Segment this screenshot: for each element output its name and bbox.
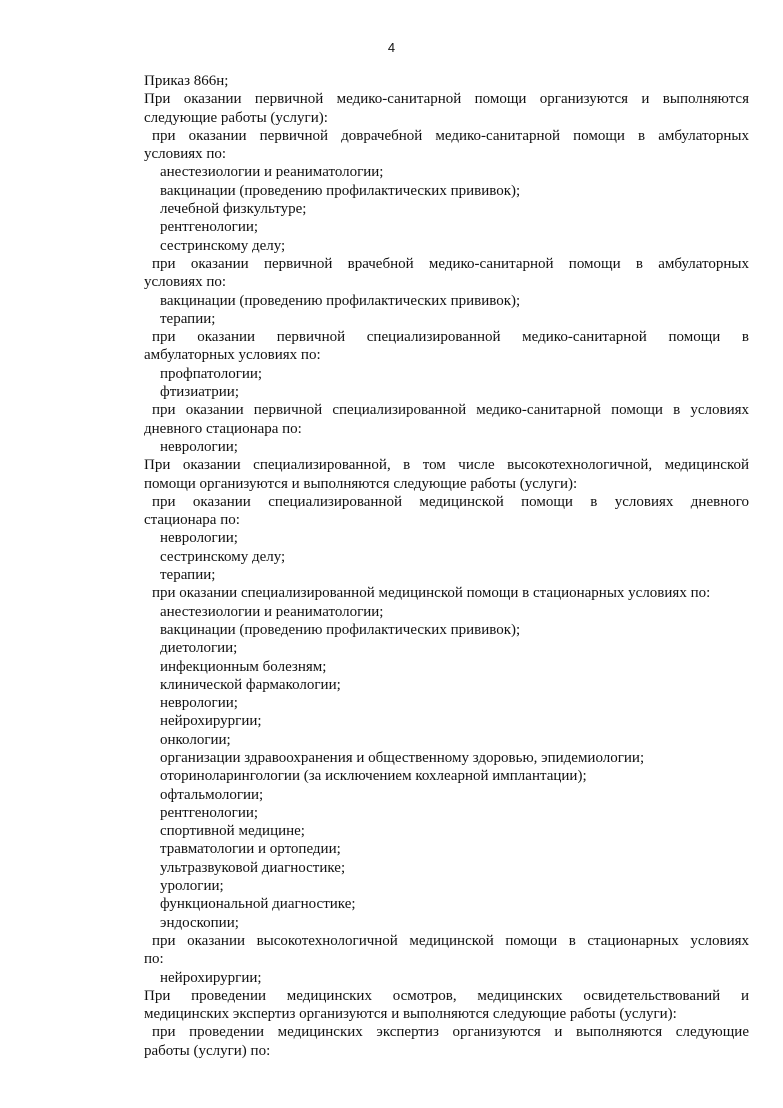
text-line: условиях по: xyxy=(144,274,227,291)
text-line: при оказании первичной специализированной медико-санитарной помощи в xyxy=(152,329,749,346)
list-item: рентгенологии; xyxy=(160,219,259,236)
list-item: эндоскопии; xyxy=(160,914,239,931)
list-item: травматологии и ортопедии; xyxy=(160,841,341,858)
text-line: При оказании специализированной, в том числе высокотехнологичной, медицинской xyxy=(144,457,749,474)
list-item: терапии; xyxy=(160,310,216,327)
text-line: следующие работы (услуги): xyxy=(144,109,328,126)
list-item: ультразвуковой диагностике; xyxy=(160,859,346,876)
list-item: лечебной физкультуре; xyxy=(160,201,307,218)
list-item: онкологии; xyxy=(160,731,231,748)
list-item: фтизиатрии; xyxy=(160,384,239,401)
text-line: помощи организуются и выполняются следующие работы (услуги): xyxy=(144,475,578,492)
list-item: спортивной медицине; xyxy=(160,823,305,840)
list-item: профпатологии; xyxy=(160,365,263,382)
text-line: при оказании высокотехнологичной медицинской помощи в стационарных условиях xyxy=(152,932,749,949)
text-line: дневного стационара по: xyxy=(144,420,302,437)
text-line: при оказании специализированной медицинской помощи в стационарных условиях по: xyxy=(152,585,711,602)
list-item: урологии; xyxy=(160,878,224,895)
list-item: организации здравоохранения и общественному здоровью, эпидемиологии; xyxy=(160,749,645,766)
list-item: сестринскому делу; xyxy=(160,548,286,565)
text-line: при оказании первичной доврачебной медико-санитарной помощи в амбулаторных xyxy=(152,127,749,144)
text-line: условиях по: xyxy=(144,146,227,163)
list-item: вакцинации (проведению профилактических прививок); xyxy=(160,621,521,638)
list-item: вакцинации (проведению профилактических прививок); xyxy=(160,292,521,309)
text-line: при оказании первичной врачебной медико-санитарной помощи в амбулаторных xyxy=(152,255,749,272)
list-item: нейрохирургии; xyxy=(160,713,262,730)
text-line: амбулаторных условиях по: xyxy=(144,347,321,364)
list-item: рентгенологии; xyxy=(160,804,259,821)
list-item: нейрохирургии; xyxy=(160,969,262,986)
list-item: оториноларингологии (за исключением кохлеарной имплантации); xyxy=(160,768,587,785)
text-line: медицинских экспертиз организуются и выполняются следующие работы (услуги): xyxy=(144,1006,677,1023)
text-line: при оказании первичной специализированной медико-санитарной помощи в условиях xyxy=(152,402,749,419)
list-item: инфекционным болезням; xyxy=(160,658,327,675)
list-item: неврологии; xyxy=(160,695,238,712)
list-item: сестринскому делу; xyxy=(160,237,286,254)
text-line: при оказании специализированной медицинской помощи в условиях дневного xyxy=(152,493,749,510)
list-item: офтальмологии; xyxy=(160,786,264,803)
text-line: работы (услуги) по: xyxy=(144,1042,271,1059)
list-item: клинической фармакологии; xyxy=(160,676,341,693)
page-number: 4 xyxy=(387,40,396,55)
text-line: При оказании первичной медико-санитарной помощи организуются и выполняются xyxy=(144,91,749,108)
text-line: Приказ 866н; xyxy=(144,73,229,89)
list-item: терапии; xyxy=(160,567,216,584)
list-item: анестезиологии и реаниматологии; xyxy=(160,603,384,620)
text-line: при проведении медицинских экспертиз организуются и выполняются следующие xyxy=(152,1024,749,1041)
text-line: по: xyxy=(144,951,164,968)
document-body xyxy=(144,72,749,1060)
text-line: стационара по: xyxy=(144,512,240,529)
list-item: функциональной диагностике; xyxy=(160,896,356,913)
list-item: вакцинации (проведению профилактических прививок); xyxy=(160,182,521,199)
text-line: При проведении медицинских осмотров, медицинских освидетельствований и xyxy=(144,987,749,1004)
list-item: неврологии; xyxy=(160,438,238,455)
list-item: анестезиологии и реаниматологии; xyxy=(160,164,384,181)
list-item: неврологии; xyxy=(160,530,238,547)
list-item: диетологии; xyxy=(160,640,238,657)
